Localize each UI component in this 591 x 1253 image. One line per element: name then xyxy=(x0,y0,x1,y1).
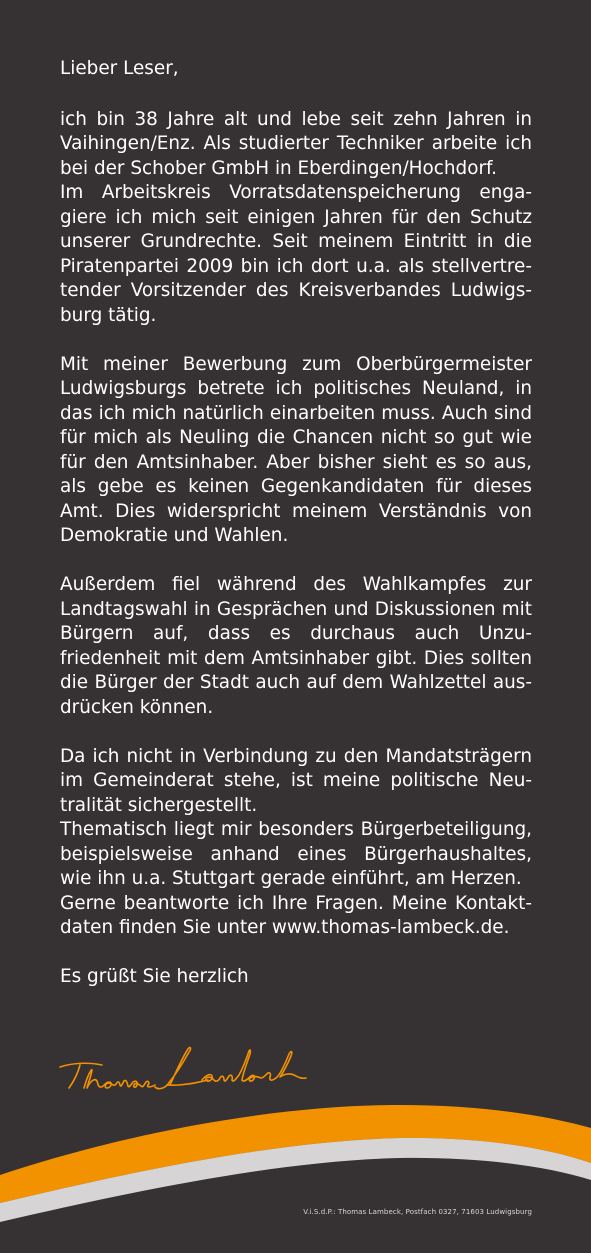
paragraph-intro: ich bin 38 Jahre alt und lebe seit zehn Jahren in Vaihingen/Enz. Als studierter Techniker arbeite ich bei der Schober GmbH in Eberdingen/Hochdorf. xyxy=(60,108,532,179)
paragraph-gap xyxy=(60,549,532,574)
closing-greeting: Es grüßt Sie herzlich xyxy=(60,966,249,987)
imprint-text: V.i.S.d.P.: Thomas Lambeck, Postfach 0327, 71603 Ludwigsburg xyxy=(303,1208,532,1216)
paragraph-motivation: Außerdem fiel während des Wahlkampfes zur Landtagswahl in Gesprächen und Diskussionen mit Bürgern auf, dass es durchaus auch Unzufriedenheit mit dem Amtsinhaber gibt. Dies sollten die Bürger der Stadt auch auf dem Wahlzettel ausdrücken können. xyxy=(60,574,532,718)
paragraph-gap xyxy=(60,720,532,745)
salutation: Lieber Leser, xyxy=(60,58,179,79)
paragraph-topics: Thematisch liegt mir besonders Bürgerbeteiligung, beispielsweise anhand eines Bürgerhaushaltes, wie ihn u.a. Stuttgart gerade einführt, am Herzen. xyxy=(60,819,532,889)
paragraph-engagement: Im Arbeitskreis Vorratsdatenspeicherung engagiere ich mich seit einigen Jahren für den Schutz unserer Grundrechte. Seit meinem Eintritt in die Piratenpartei 2009 bin ich dort u.a. als stellvertretender Vorsitzender des Kreisverbandes Ludwigsburg tätig. xyxy=(60,182,532,326)
paragraph-contact: Gerne beantworte ich Ihre Fragen. Meine Kontaktdaten finden Sie unter www.thomas-lambeck.de. xyxy=(60,892,532,938)
decorative-wave-band xyxy=(0,1100,591,1253)
paragraph-neutrality: Da ich nicht in Verbindung zu den Mandatsträgern im Gemeinderat stehe, ist meine politische Neutralität sichergestellt. xyxy=(60,745,532,816)
handwritten-signature xyxy=(58,1040,308,1100)
letter-body xyxy=(60,57,532,990)
paragraph-gap xyxy=(60,328,532,353)
paragraph-candidacy: Mit meiner Bewerbung zum Oberbürgermeister Ludwigsburgs betrete ich politisches Neuland, in das ich mich natürlich einarbeiten muss. Auch sind für mich als Neuling die Chancen nicht so gut wie für den Amtsinhaber. Aber bisher sieht es so aus, als gebe es keinen Gegenkandidaten für dieses Amt. Dies widerspricht meinem Verständnis von Demokratie und Wahlen. xyxy=(60,353,532,546)
